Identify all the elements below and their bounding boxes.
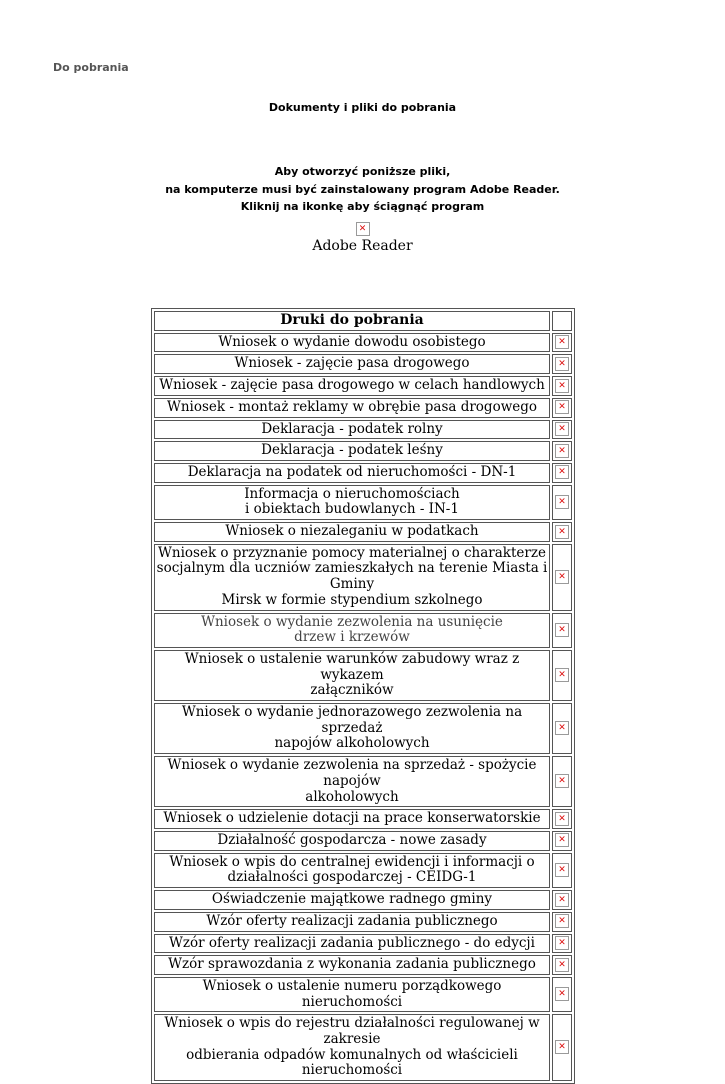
info-line: na komputerze musi być zainstalowany program Adobe Reader. (165, 182, 560, 196)
pdf-download-icon[interactable] (555, 525, 569, 539)
document-title-line: Wniosek o niezaleganiu w podatkach (225, 523, 479, 540)
document-title (154, 441, 550, 461)
document-title-line: Wzór oferty realizacji zadania publicznego - do edycji (169, 934, 535, 951)
download-cell (552, 485, 572, 520)
document-title (154, 522, 550, 542)
table-row (154, 853, 572, 888)
document-title-line: Informacja o nieruchomościach (244, 485, 460, 502)
download-cell (552, 912, 572, 932)
pdf-download-icon[interactable] (555, 833, 569, 847)
table-row (154, 703, 572, 754)
document-title (154, 485, 550, 520)
document-title-line: Wniosek o przyznanie pomocy materialnej o charakterze (158, 544, 546, 561)
pdf-download-icon[interactable] (555, 893, 569, 907)
table-row (154, 955, 572, 975)
pdf-download-icon[interactable] (555, 335, 569, 349)
table-row (154, 934, 572, 954)
document-title-line: Wniosek o ustalenie warunków zabudowy wraz z wykazem (184, 650, 520, 683)
info-line: Aby otworzyć poniższe pliki, (274, 165, 451, 178)
table-row (154, 544, 572, 611)
table-row (154, 485, 572, 520)
download-cell (552, 522, 572, 542)
pdf-download-icon[interactable] (555, 987, 569, 1001)
document-title (154, 977, 550, 1012)
document-title (154, 398, 550, 418)
table-row (154, 354, 572, 374)
document-title-line: Deklaracja - podatek rolny (261, 420, 443, 437)
download-cell (552, 420, 572, 440)
download-cell (552, 977, 572, 1012)
table-row (154, 398, 572, 418)
table-row (154, 756, 572, 807)
document-title (154, 650, 550, 701)
document-title (154, 463, 550, 483)
document-title-line: Wniosek o ustalenie numeru porządkowego nieruchomości (202, 977, 502, 1010)
document-title-line: Wniosek o wydanie dowodu osobistego (218, 333, 486, 350)
document-title-line: Wniosek o udzielenie dotacji na prace konserwatorskie (163, 810, 541, 827)
document-title (154, 831, 550, 851)
document-title-line: Wniosek - zajęcie pasa drogowego w celach handlowych (159, 377, 545, 394)
document-title-line: odbierania odpadów komunalnych od właścicieli nieruchomości (186, 1046, 518, 1079)
table-row (154, 463, 572, 483)
document-title-line: Oświadczenie majątkowe radnego gminy (211, 891, 493, 908)
document-title-line: Wniosek o wpis do rejestru działalności regulowanej w zakresie (164, 1015, 540, 1048)
document-title-line: Wniosek - zajęcie pasa drogowego (234, 355, 470, 372)
pdf-download-icon[interactable] (555, 495, 569, 509)
pdf-download-icon[interactable] (555, 668, 569, 682)
download-cell (552, 809, 572, 829)
download-cell (552, 853, 572, 888)
pdf-download-icon[interactable] (555, 357, 569, 371)
document-title (154, 955, 550, 975)
download-cell (552, 613, 572, 648)
download-cell (552, 1014, 572, 1081)
document-title-line: Działalność gospodarcza - nowe zasady (217, 831, 487, 848)
download-cell (552, 354, 572, 374)
adobe-reader-download[interactable] (0, 222, 725, 254)
download-cell (552, 398, 572, 418)
table-row (154, 441, 572, 461)
document-title-line: Wzór sprawozdania z wykonania zadania publicznego (168, 956, 536, 973)
pdf-download-icon[interactable] (555, 863, 569, 877)
document-title (154, 613, 550, 648)
document-title (154, 890, 550, 910)
document-title-line: Wniosek o wydanie jednorazowego zezwolenia na sprzedaż (181, 704, 523, 736)
document-title-line: Wniosek o wydanie zezwolenia na usunięcie (201, 613, 503, 630)
table-header: Druki do pobrania (154, 311, 550, 331)
download-cell (552, 463, 572, 483)
download-cell (552, 441, 572, 461)
document-title (154, 756, 550, 807)
pdf-download-icon[interactable] (555, 914, 569, 928)
document-title-line: Mirsk w formie stypendium szkolnego (221, 591, 483, 608)
document-title (154, 934, 550, 954)
pdf-download-icon[interactable] (555, 936, 569, 950)
pdf-download-icon[interactable] (555, 444, 569, 458)
download-cell (552, 955, 572, 975)
broken-image-icon[interactable] (356, 222, 370, 236)
pdf-download-icon[interactable] (555, 379, 569, 393)
document-title-line: Wniosek o wydanie zezwolenia na sprzedaż - spożycie napojów (167, 757, 537, 789)
document-title-line: Wzór oferty realizacji zadania publicznego (206, 912, 498, 929)
table-row (154, 977, 572, 1012)
document-title (154, 354, 550, 374)
pdf-download-icon[interactable] (555, 812, 569, 826)
table-header-empty (552, 311, 572, 331)
download-cell (552, 890, 572, 910)
document-title-line: załączników (310, 682, 394, 699)
document-title (154, 333, 550, 353)
document-title-line: Deklaracja - podatek leśny (261, 442, 443, 459)
document-title-line: napojów alkoholowych (274, 735, 430, 752)
adobe-reader-label[interactable]: Adobe Reader (312, 238, 413, 254)
pdf-download-icon[interactable] (555, 422, 569, 436)
pdf-download-icon[interactable] (555, 958, 569, 972)
pdf-download-icon[interactable] (555, 465, 569, 479)
download-cell (552, 376, 572, 396)
download-cell (552, 650, 572, 701)
document-title-line: Wniosek o wpis do centralnej ewidencji i informacji o (169, 853, 535, 870)
table-row (154, 420, 572, 440)
table-row (154, 890, 572, 910)
info-line: Kliknij na ikonkę aby ściągnąć program (240, 200, 485, 213)
document-title (154, 1014, 550, 1081)
download-cell (552, 544, 572, 611)
document-title-line: socjalnym dla uczniów zamieszkałych na terenie Miasta i Gminy (156, 560, 548, 593)
reader-info (0, 163, 725, 216)
download-cell (552, 333, 572, 353)
document-title (154, 912, 550, 932)
download-cell (552, 703, 572, 754)
document-title (154, 809, 550, 829)
table-row (154, 376, 572, 396)
table-row (154, 809, 572, 829)
table-header-row (154, 311, 572, 331)
table-row (154, 831, 572, 851)
table-row (154, 333, 572, 353)
downloads-table (151, 308, 575, 1084)
document-title (154, 420, 550, 440)
document-title-line: alkoholowych (305, 788, 399, 805)
pdf-download-icon[interactable] (555, 400, 569, 414)
table-row (154, 1014, 572, 1081)
document-title (154, 544, 550, 611)
document-title-line: działalności gospodarczej - CEIDG-1 (227, 869, 477, 886)
document-title-line: Wniosek - montaż reklamy w obrębie pasa drogowego (166, 398, 538, 415)
document-title (154, 853, 550, 888)
breadcrumb: Do pobrania (53, 61, 129, 74)
download-cell (552, 831, 572, 851)
table-row (154, 650, 572, 701)
document-title-line: i obiektach budowlanych - IN-1 (245, 501, 459, 518)
pdf-download-icon[interactable] (555, 721, 569, 735)
document-title (154, 703, 550, 754)
document-title-line: drzew i krzewów (294, 629, 410, 646)
page-title: Dokumenty i pliki do pobrania (268, 101, 457, 114)
pdf-download-icon[interactable] (555, 570, 569, 584)
document-title-line: Deklaracja na podatek od nieruchomości - DN-1 (187, 463, 517, 480)
table-row (154, 912, 572, 932)
pdf-download-icon[interactable] (555, 1040, 569, 1054)
download-cell (552, 934, 572, 954)
table-row (154, 613, 572, 648)
download-cell (552, 756, 572, 807)
document-title (154, 376, 550, 396)
table-row (154, 522, 572, 542)
pdf-download-icon[interactable] (555, 774, 569, 788)
pdf-download-icon[interactable] (555, 623, 569, 637)
